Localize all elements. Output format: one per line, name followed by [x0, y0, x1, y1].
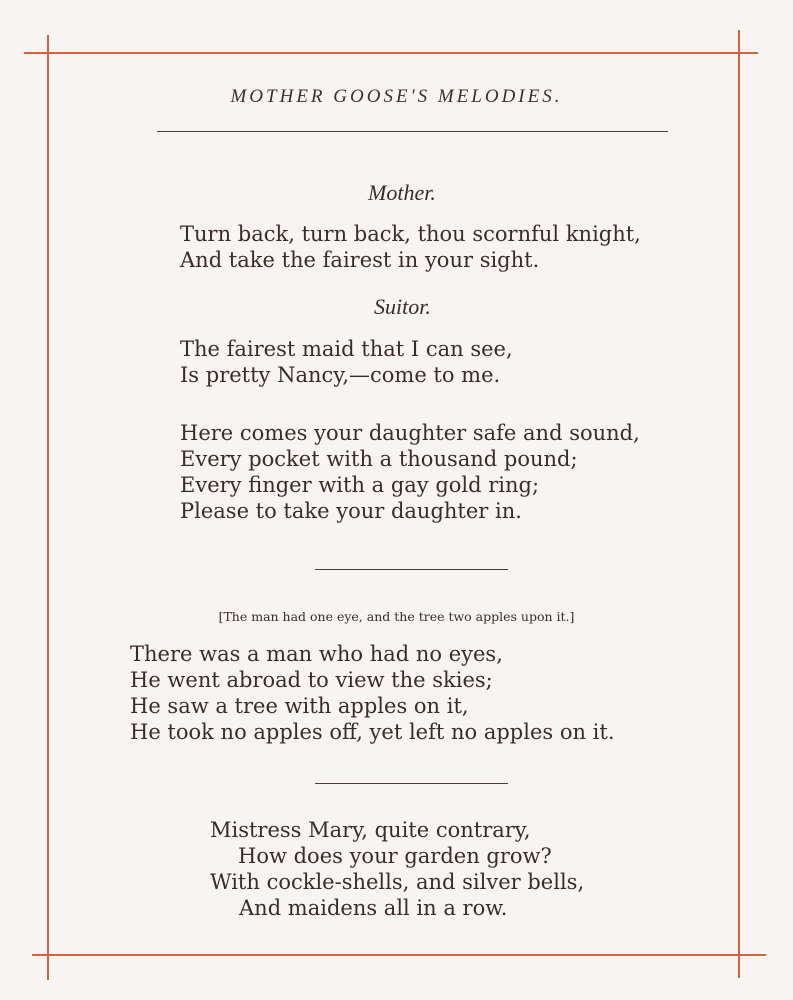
verse-line: How does your garden grow?	[238, 844, 552, 868]
verse-line: Is pretty Nancy,—come to me.	[180, 363, 501, 387]
riddle-note: [The man had one eye, and the tree two apples upon it.]	[218, 609, 575, 624]
verse-line: Mistress Mary, quite contrary,	[210, 818, 531, 842]
verse-line: And take the fairest in your sight.	[180, 248, 540, 272]
section-divider	[315, 783, 508, 784]
running-head: MOTHER GOOSE'S MELODIES.	[230, 86, 563, 107]
verse-line: He went abroad to view the skies;	[130, 668, 493, 692]
verse-stanza-mother	[180, 221, 641, 273]
verse-line: Here comes your daughter safe and sound,	[180, 421, 640, 445]
verse-stanza-mary	[210, 817, 584, 921]
speaker-heading-mother: Mother.	[368, 180, 436, 205]
verse-stanza-riddle	[130, 641, 615, 745]
verse-line: He took no apples off, yet left no apples on it.	[130, 720, 615, 744]
speaker-heading-suitor: Suitor.	[374, 294, 431, 319]
border-bottom-rule	[32, 954, 766, 956]
header-underline	[157, 131, 668, 132]
verse-line: Every finger with a gay gold ring;	[180, 473, 540, 497]
border-right-rule	[738, 30, 740, 978]
verse-line: Turn back, turn back, thou scornful knight,	[180, 222, 641, 246]
border-left-rule	[47, 35, 49, 980]
verse-stanza-suitor	[180, 336, 513, 388]
verse-line: With cockle-shells, and silver bells,	[210, 870, 585, 894]
verse-stanza-daughter	[180, 420, 640, 524]
verse-line: The fairest maid that I can see,	[180, 337, 513, 361]
verse-line: Every pocket with a thousand pound;	[180, 447, 578, 471]
verse-line: Please to take your daughter in.	[180, 499, 522, 523]
verse-line: He saw a tree with apples on it,	[130, 694, 469, 718]
verse-line: There was a man who had no eyes,	[130, 642, 503, 666]
verse-line: And maidens all in a row.	[239, 896, 508, 920]
border-top-rule	[24, 52, 758, 54]
section-divider	[315, 569, 508, 570]
